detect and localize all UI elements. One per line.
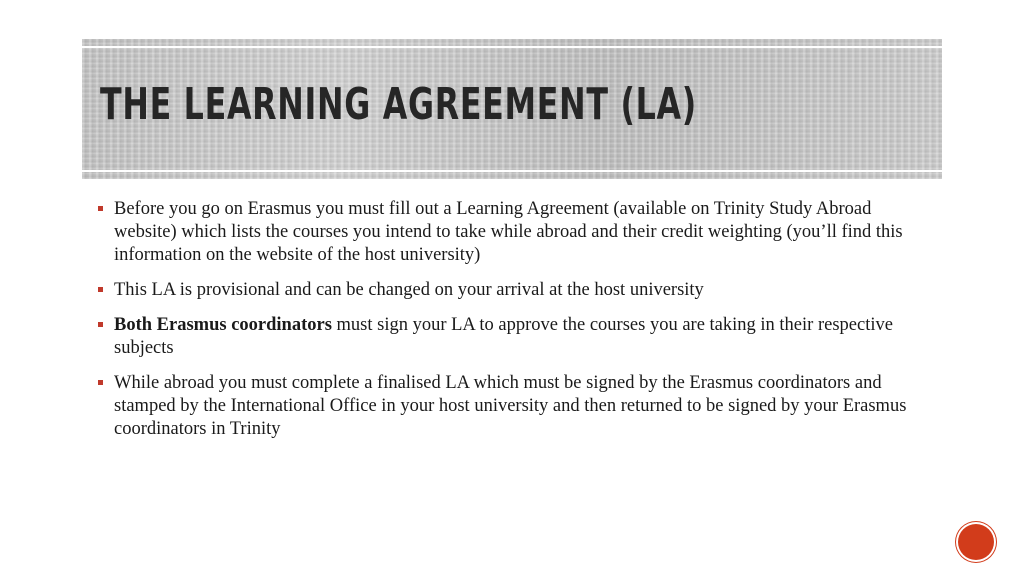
bullet-text: This LA is provisional and can be changed on your arrival at the host university [114,280,704,300]
square-bullet-icon [98,206,103,211]
square-bullet-icon [98,380,103,385]
square-bullet-icon [98,322,103,327]
bullet-item [96,314,936,360]
square-bullet-icon [98,287,103,292]
title-band [82,39,942,179]
bullet-list [96,198,936,453]
bullet-text: must sign your LA to approve the courses you are taking in their respective subjects [114,315,893,358]
bullet-text: While abroad you must complete a finalised LA which must be signed by the Erasmus coordinators and stamped by the International Office in your host university and then returned to be signed by your Erasmus coordinators in Trinity [114,373,907,439]
bullet-item [96,372,936,441]
title-band-bottom-rule [82,170,942,172]
bullet-item [96,279,936,302]
bullet-item [96,198,936,267]
page-number-badge [958,524,994,560]
title-band-top-rule [82,46,942,48]
bullet-text: Before you go on Erasmus you must fill out a Learning Agreement (available on Trinity Study Abroad website) which lists the courses you intend to take while abroad and their credit weighting (you’ll find this information on the website of the host university) [114,199,903,265]
slide-title: THE LEARNING AGREEMENT (LA) [100,79,698,130]
bullet-bold-text: Both Erasmus coordinators [114,315,332,335]
